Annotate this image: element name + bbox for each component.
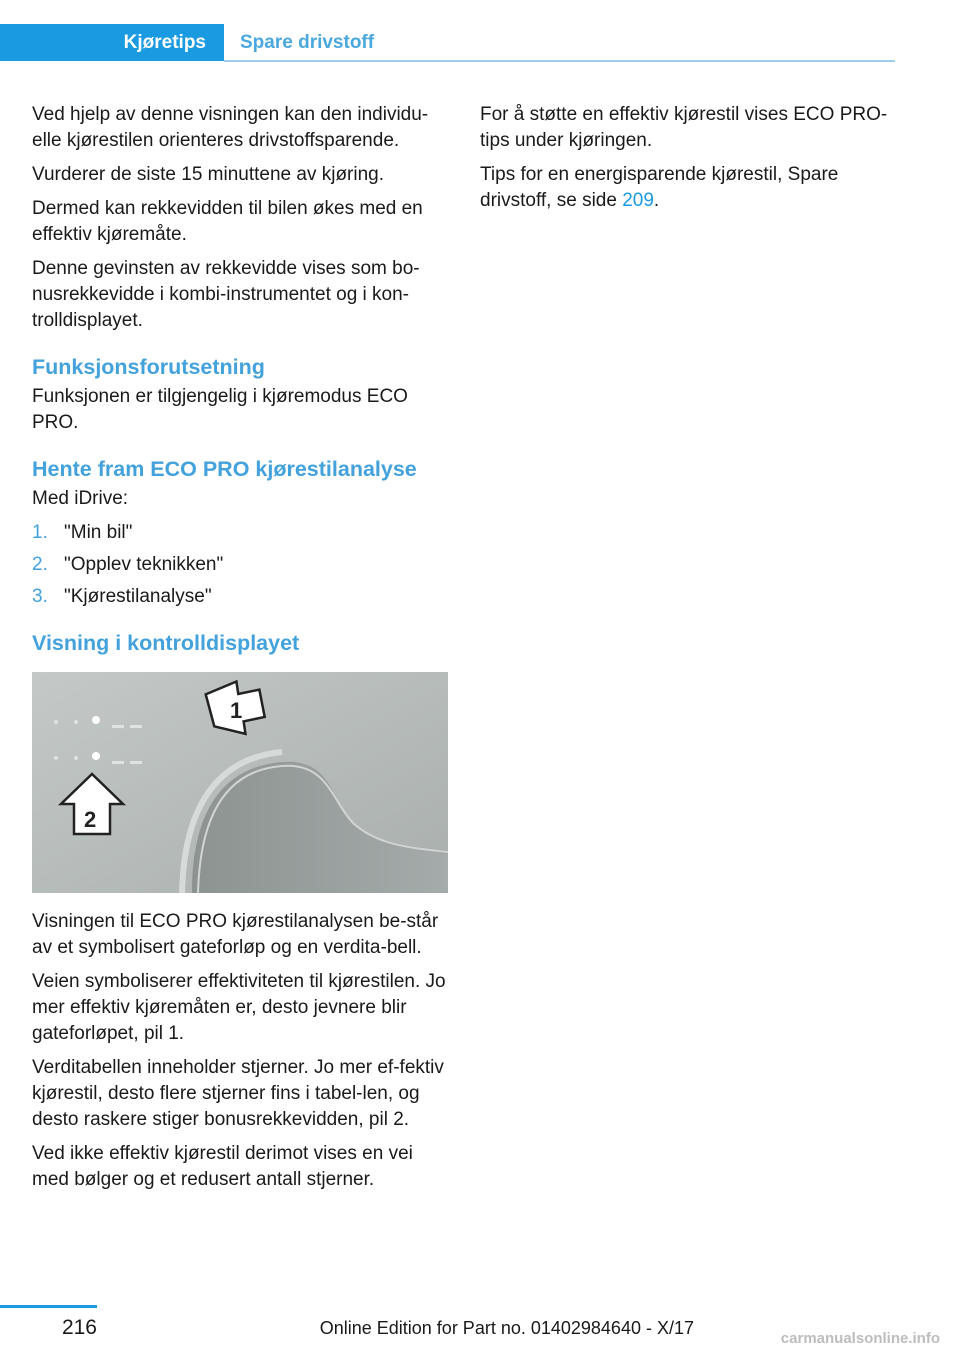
heading-open-analysis: Hente fram ECO PRO kjørestilanalyse: [32, 457, 417, 481]
watermark: carmanualsonline.info: [780, 1330, 940, 1347]
eco-pro-display-figure: [32, 672, 448, 893]
paragraph-range: Dermed kan rekkevidden til bilen økes med en effektiv kjøremåte.: [32, 198, 423, 245]
heading-prerequisite: Funksjonsforutsetning: [32, 355, 265, 379]
paragraph-display-composition: Visningen til ECO PRO kjørestilanalysen be-står av et symbolisert gateforløp og en verdita-bell.: [32, 911, 439, 958]
paragraph-eco-tips: For å støtte en effektiv kjørestil vises ECO PRO-tips under kjøringen.: [480, 104, 888, 151]
paragraph-stars: Verditabellen inneholder stjerner. Jo mer ef-fektiv kjørestil, desto flere stjerner fins i tabel-len, og desto raskere stiger bonusrekkevidden, pil 2.: [32, 1057, 444, 1130]
paragraph-prerequisite: Funksjonen er tilgjengelig i kjøremodus ECO PRO.: [32, 386, 408, 433]
heading-display: Visning i kontrolldisplayet: [32, 631, 300, 655]
page-number: 216: [61, 1316, 97, 1339]
svg-text:1: 1: [230, 698, 243, 723]
paragraph-bonus: Denne gevinsten av rekkevidde vises som bo-nusrekkevidde i kombi-instrumentet og i kon-trolldisplayet.: [32, 258, 420, 331]
paragraph-intro: Ved hjelp av denne visningen kan den individu-elle kjørestilen orienteres drivstoffsparende.: [32, 104, 429, 151]
paragraph-tips-reference: Tips for en energisparende kjørestil, Spare drivstoff, se side 209.: [480, 164, 839, 211]
footer-bar: [0, 1305, 97, 1308]
list-item: 1. "Min bil": [32, 522, 133, 543]
paragraph-road: Veien symboliserer effektiviteten til kjørestilen. Jo mer effektiv kjøremåten er, desto jevnere blir gateforløpet, pil 1.: [32, 971, 446, 1044]
list-item: 2. "Opplev teknikken": [32, 554, 224, 575]
paragraph-idrive: Med iDrive:: [32, 488, 129, 509]
right-column: [480, 102, 898, 222]
section-tab: Spare drivstoff: [240, 32, 375, 53]
chapter-tab: Kjøretips: [0, 24, 224, 61]
steps-list: [32, 520, 450, 610]
list-item: 3. "Kjørestilanalyse": [32, 586, 212, 607]
paragraph-minutes: Vurderer de siste 15 minuttene av kjøring.: [32, 164, 385, 185]
paragraph-inefficient: Ved ikke effektiv kjørestil derimot vises en vei med bølger og et redusert antall stjerner.: [32, 1143, 413, 1190]
edition-note: Online Edition for Part no. 01402984640 - X/17: [319, 1318, 694, 1338]
svg-text:2: 2: [84, 807, 97, 832]
eco-pro-display-illustration: [32, 672, 448, 893]
header-rule: [224, 60, 895, 62]
page-link[interactable]: 209: [622, 190, 654, 211]
left-column: [32, 102, 450, 1201]
